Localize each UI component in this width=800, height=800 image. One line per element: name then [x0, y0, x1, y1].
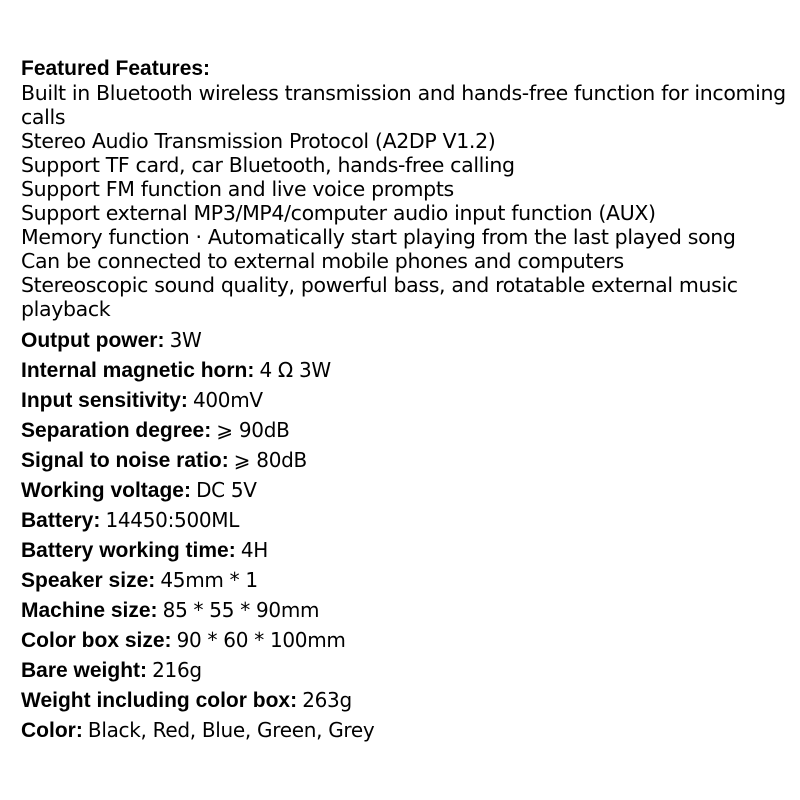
spec-internal-magnetic-horn: [21, 355, 791, 385]
spec-signal-to-noise-ratio: [21, 445, 791, 475]
spec-input-sensitivity: [21, 385, 791, 415]
feature-item: Can be connected to external mobile phones and computers: [21, 249, 624, 273]
spec-label: Color:: [21, 719, 83, 742]
product-description: [21, 57, 791, 745]
spec-value: ⩾ 80dB: [233, 448, 307, 472]
spec-label: Output power:: [21, 329, 165, 352]
spec-value: ⩾ 90dB: [216, 418, 290, 442]
spec-label: Internal magnetic horn:: [21, 359, 255, 382]
spec-output-power: [21, 325, 791, 355]
spec-value: DC 5V: [196, 478, 257, 502]
feature-item: Support external MP3/MP4/computer audio input function (AUX): [21, 201, 656, 225]
spec-label: Machine size:: [21, 599, 158, 622]
spec-label: Bare weight:: [21, 659, 148, 682]
feature-item: Support FM function and live voice prompts: [21, 177, 454, 201]
spec-value: 263g: [302, 688, 352, 712]
spec-speaker-size: [21, 565, 791, 595]
features-heading: Featured Features:: [21, 57, 211, 80]
spec-value: 85 * 55 * 90mm: [162, 598, 320, 622]
spec-machine-size: [21, 595, 791, 625]
feature-item: Support TF card, car Bluetooth, hands-free calling: [21, 153, 515, 177]
feature-item: Memory function · Automatically start playing from the last played song: [21, 225, 736, 249]
spec-weight-with-color-box: [21, 685, 791, 715]
spec-color: [21, 715, 791, 745]
spec-value: 45mm * 1: [160, 568, 258, 592]
feature-item: Stereoscopic sound quality, powerful bass, and rotatable external music playback: [21, 273, 738, 321]
spec-bare-weight: [21, 655, 791, 685]
spec-list: [21, 325, 791, 745]
spec-label: Separation degree:: [21, 419, 212, 442]
spec-label: Working voltage:: [21, 479, 191, 502]
spec-working-voltage: [21, 475, 791, 505]
spec-value: 4 Ω 3W: [259, 358, 331, 382]
spec-color-box-size: [21, 625, 791, 655]
spec-value: 90 * 60 * 100mm: [176, 628, 346, 652]
spec-separation-degree: [21, 415, 791, 445]
spec-value: 216g: [152, 658, 202, 682]
spec-battery: [21, 505, 791, 535]
spec-value: 14450:500ML: [105, 508, 240, 532]
spec-value: 4H: [240, 538, 268, 562]
features-list: [21, 81, 791, 321]
spec-value: 400mV: [192, 388, 263, 412]
spec-battery-working-time: [21, 535, 791, 565]
spec-label: Color box size:: [21, 629, 172, 652]
spec-label: Battery working time:: [21, 539, 236, 562]
spec-value: 3W: [169, 328, 202, 352]
spec-label: Weight including color box:: [21, 689, 298, 712]
feature-item: Stereo Audio Transmission Protocol (A2DP V1.2): [21, 129, 496, 153]
spec-label: Battery:: [21, 509, 101, 532]
spec-value: Black, Red, Blue, Green, Grey: [87, 718, 375, 742]
spec-label: Input sensitivity:: [21, 389, 188, 412]
feature-item: Built in Bluetooth wireless transmission and hands-free function for incoming calls: [21, 81, 786, 129]
spec-label: Speaker size:: [21, 569, 156, 592]
spec-label: Signal to noise ratio:: [21, 449, 229, 472]
